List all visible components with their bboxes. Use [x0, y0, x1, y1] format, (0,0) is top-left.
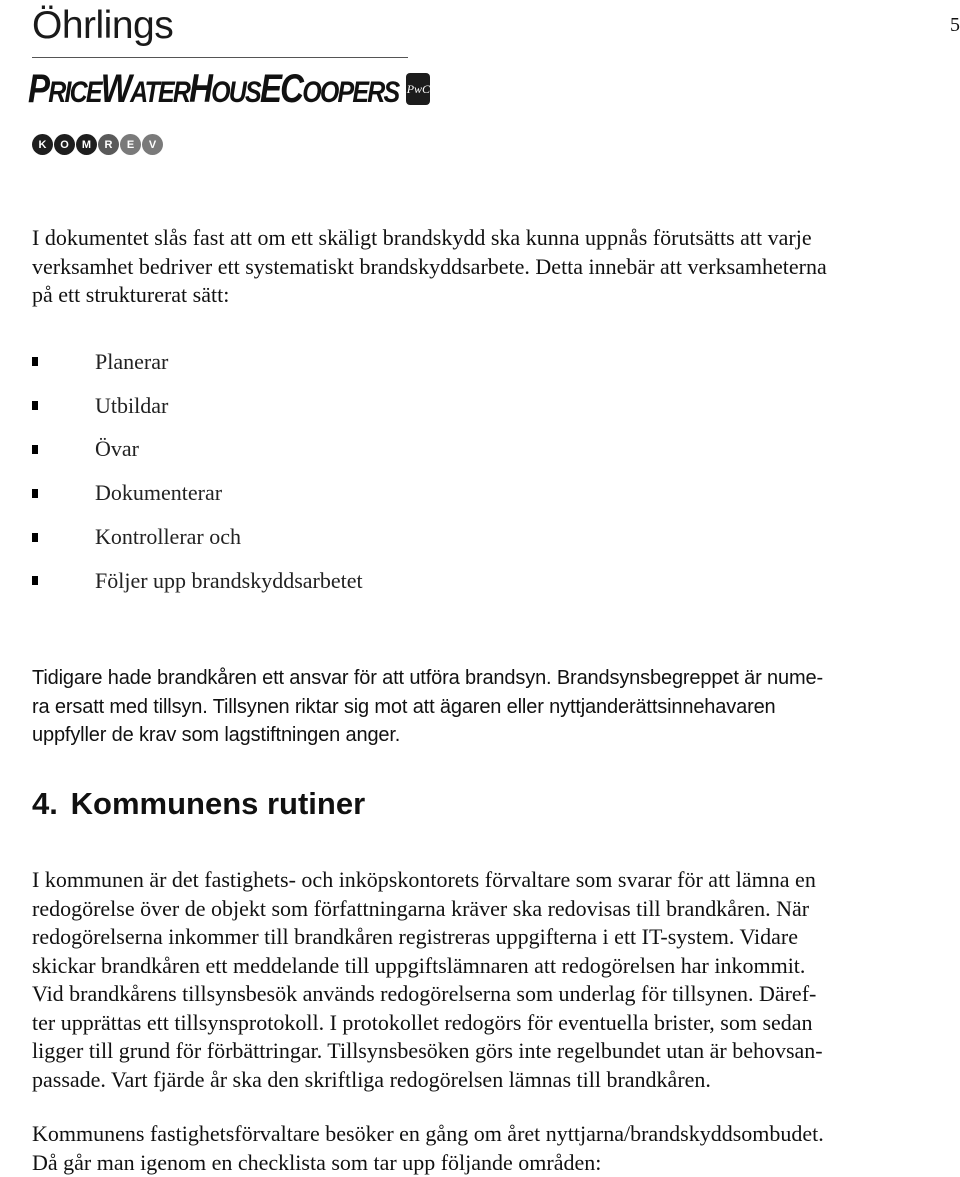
- bullet-label: Utbildar: [95, 392, 169, 418]
- routines-paragraph: [32, 866, 952, 1094]
- square-bullet-icon: [32, 357, 38, 366]
- text-line: Tidigare hade brandkåren ett ansvar för att utföra brandsyn. Brandsynsbegreppet är nume-: [32, 667, 823, 689]
- text-line: uppfyller de krav som lagstiftningen anger.: [32, 724, 401, 746]
- komrev-letter: K: [32, 134, 53, 155]
- square-bullet-icon: [32, 489, 38, 498]
- pwc-logo: [28, 66, 431, 111]
- square-bullet-icon: [32, 401, 38, 410]
- komrev-letter: V: [142, 134, 163, 155]
- bullet-list: [32, 340, 363, 603]
- intro-paragraph: [32, 224, 952, 310]
- bullet-item: [32, 428, 363, 472]
- section-title: Kommunens rutiner: [70, 786, 366, 821]
- bullet-label: Kontrollerar och: [95, 524, 241, 550]
- komrev-letter: R: [98, 134, 119, 155]
- text-line: passade. Vart fjärde år ska den skriftliga redogörelsen lämnas till brandkåren.: [32, 1066, 711, 1092]
- text-line: ter upprättas ett tillsynsprotokoll. I protokollet redogörs för eventuella brister, som sedan: [32, 1009, 813, 1035]
- header-divider: [32, 57, 408, 58]
- bullet-label: Planerar: [95, 348, 169, 374]
- text-line: I dokumentet slås fast att om ett skäligt brandskydd ska kunna uppnås förutsätts att varje: [32, 225, 812, 250]
- text-line: Kommunens fastighetsförvaltare besöker en gång om året nyttjarna/brandskyddsombudet.: [32, 1121, 824, 1146]
- text-line: redogörelserna inkommer till brandkåren registreras uppgifterna i ett IT-system. Vidare: [32, 924, 798, 949]
- text-line: Då går man igenom en checklista som tar upp följande områden:: [32, 1149, 602, 1175]
- bullet-item: [32, 384, 363, 428]
- bullet-label: Dokumenterar: [95, 480, 223, 506]
- text-line: redogörelse över de objekt som författningarna kräver ska redovisas till brandkåren. När: [32, 895, 810, 921]
- text-line: ra ersatt med tillsyn. Tillsynen riktar sig mot att ägaren eller nyttjanderättsinnehavaren: [32, 695, 776, 718]
- section-number: 4.: [32, 786, 58, 821]
- section-heading: [32, 786, 365, 822]
- square-bullet-icon: [32, 533, 38, 542]
- bullet-item: [32, 515, 363, 559]
- page-number: 5: [950, 14, 960, 36]
- komrev-letter: M: [76, 134, 97, 155]
- text-line: verksamhet bedriver ett systematiskt brandskyddsarbete. Detta innebär att verksamheterna: [32, 253, 827, 279]
- pwc-wordmark: PRICEWATERHOUSECOOPERS: [28, 66, 399, 111]
- komrev-letter: O: [54, 134, 75, 155]
- komrev-letter: E: [120, 134, 141, 155]
- text-line: ligger till grund för förbättringar. Tillsynsbesöken görs inte regelbundet utan är behovsan-: [32, 1038, 823, 1063]
- square-bullet-icon: [32, 445, 38, 454]
- brandsyn-paragraph: [32, 664, 952, 750]
- bullet-label: Följer upp brandskyddsarbetet: [95, 567, 363, 593]
- bullet-item: [32, 340, 363, 384]
- text-line: skickar brandkåren ett meddelande till uppgiftslämnaren att redogörelsen har inkommit.: [32, 952, 806, 978]
- text-line: Vid brandkårens tillsynsbesök används redogörelserna som underlag för tillsynen. Däref-: [32, 981, 817, 1006]
- square-bullet-icon: [32, 576, 38, 585]
- komrev-logo: [32, 134, 163, 155]
- pwc-seal-icon: PwC: [406, 73, 430, 105]
- ohrlings-logo: Öhrlings: [32, 4, 174, 47]
- bullet-item: [32, 471, 363, 515]
- bullet-label: Övar: [95, 436, 139, 462]
- text-line: I kommunen är det fastighets- och inköpskontorets förvaltare som svarar för att lämna en: [32, 867, 816, 892]
- text-line: på ett strukturerat sätt:: [32, 282, 230, 307]
- bullet-item: [32, 559, 363, 603]
- checklist-paragraph: [32, 1120, 952, 1177]
